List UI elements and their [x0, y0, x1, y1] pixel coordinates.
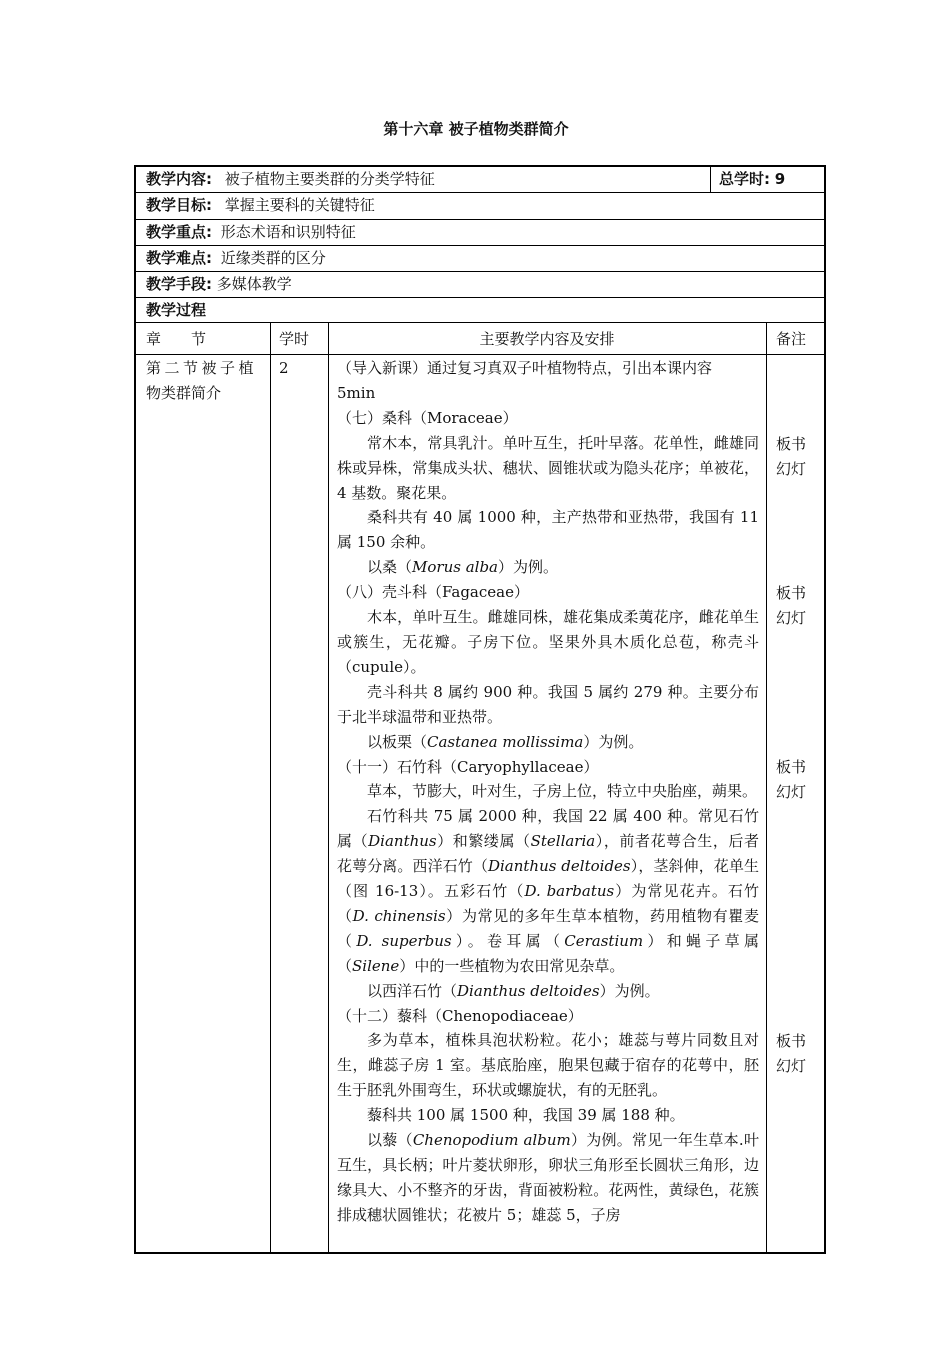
moraceae-heading: （七）桑科（Moraceae） [337, 408, 518, 427]
goal-value: 掌握主要科的关键特征 [224, 196, 375, 214]
hours-cell: 2 [279, 359, 289, 377]
difficulty-value: 近缘类群的区分 [220, 249, 326, 267]
note-board-4: 板书 [776, 1032, 807, 1050]
total-hours [719, 167, 785, 191]
chapter-line-2: 物类群简介 [146, 383, 222, 402]
col-chapter: 章 节 [146, 330, 207, 348]
chapter-line-1: 第二节被子植 [146, 359, 258, 377]
note-caryophyllaceae [776, 755, 806, 805]
caryophyllaceae-example: 以西洋石竹（Dianthus deltoides）为例。 [367, 981, 660, 1000]
chenopodiaceae-heading: （十二）藜科（Chenopodiaceae） [337, 1006, 583, 1025]
fagaceae-count: 壳斗科共 8 属约 900 种。我国 5 属约 279 种。主要分布于北半球温带和亚热带。 [337, 682, 759, 726]
key-label: 教学重点: [146, 223, 212, 241]
moraceae-example: 以桑（Morus alba）为例。 [367, 558, 559, 577]
moraceae-description: 常木本，常具乳汁。单叶互生，托叶早落。花单性，雌雄同株或异株，常集成头状、穗状、圆锥状或为隐头花序；单被花，4 基数。聚花果。 [337, 433, 759, 502]
col-content: 主要教学内容及安排 [479, 330, 615, 348]
col-notes: 备注 [776, 330, 807, 348]
note-moraceae [776, 432, 806, 482]
process-label: 教学过程 [146, 301, 207, 319]
goal-row [136, 193, 824, 220]
caryophyllaceae-description: 草本，节膨大，叶对生，子房上位，特立中央胎座，蒴果。 [367, 782, 758, 801]
chenopodiaceae-description: 多为草本，植株具泡状粉粒。花小；雄蕊与萼片同数且对生，雌蕊子房 1 室。基底胎座，胞果包藏于宿存的花萼中，胚生于胚乳外围弯生，环状或螺旋状，有的无胚乳。 [337, 1031, 759, 1100]
goal-label: 教学目标: [146, 196, 212, 214]
difficulty-row [136, 246, 824, 272]
col-divider-1 [270, 323, 271, 1252]
fagaceae-example: 以板栗（Castanea mollissima）为例。 [367, 732, 644, 751]
content-cell [337, 356, 759, 1228]
note-slide-3: 幻灯 [776, 782, 807, 801]
hours-value: 9 [774, 170, 786, 188]
lesson-plan-table [134, 165, 826, 1254]
caryophyllaceae-heading: （十一）石竹科（Caryophyllaceae） [337, 757, 599, 776]
hours-label: 总学时: [719, 170, 770, 188]
note-chenopodiaceae [776, 1029, 806, 1079]
process-row [136, 298, 824, 323]
col-hours: 学时 [279, 330, 310, 348]
note-board-2: 板书 [776, 584, 807, 602]
content-label: 教学内容: [146, 170, 212, 188]
intro-line: （导入新课）通过复习真双子叶植物特点，引出本课内容 [337, 359, 713, 377]
note-board-3: 板书 [776, 758, 807, 776]
fagaceae-description: 木本，单叶互生。雌雄同株，雄花集成柔荑花序，雌花单生或簇生，无花瓣。子房下位。坚果外具木质化总苞，称壳斗（cupule）。 [337, 608, 759, 676]
column-header-row [136, 323, 824, 355]
caryophyllaceae-count: 石竹科共 75 属 2000 种，我国 22 属 400 种。常见石竹属（Dianthus）和繁缕属（Stellaria），前者花萼合生，后者花萼分离。西洋石竹（Dianthus deltoides），茎斜伸，花单生（图 16-13）。五彩石竹（D. barbatus）为常见花卉。石竹（D. chinensis）为常见的多年生草本植物，药用植物有瞿麦（D. superbus）。卷耳属（Cerastium）和蝇子草属（Silene）中的一些植物为农田常见杂草。 [337, 807, 759, 975]
note-fagaceae [776, 581, 806, 631]
note-slide-2: 幻灯 [776, 608, 807, 627]
hours-divider [710, 167, 711, 193]
key-value: 形态术语和识别特征 [220, 223, 356, 241]
content-value: 被子植物主要类群的分类学特征 [224, 170, 435, 188]
chenopodiaceae-example: 以藜（Chenopodium album）为例。常见一年生草本.叶互生，具长柄；叶片菱状卵形，卵状三角形至长圆状三角形，边缘具大、小不整齐的牙齿，背面被粉粒。花两性，黄绿色，花簇排成穗状圆锥状；花被片 5；雄蕊 5，子房 [337, 1131, 759, 1224]
col-divider-3 [766, 323, 767, 1252]
note-slide-4: 幻灯 [776, 1056, 807, 1075]
means-row [136, 272, 824, 298]
moraceae-count: 桑科共有 40 属 1000 种，主产热带和亚热带，我国有 11 属 150 余种。 [337, 508, 759, 552]
note-slide-1: 幻灯 [776, 459, 807, 478]
means-value: 多媒体教学 [216, 275, 292, 293]
means-label: 教学手段: [146, 275, 212, 293]
note-board-1: 板书 [776, 435, 807, 453]
chapter-cell [146, 356, 266, 406]
chenopodiaceae-count: 藜科共 100 属 1500 种，我国 39 属 188 种。 [367, 1106, 685, 1125]
difficulty-label: 教学难点: [146, 249, 212, 267]
col-divider-2 [328, 323, 329, 1252]
intro-duration: 5min [337, 383, 376, 402]
page-title: 第十六章 被子植物类群简介 [383, 120, 569, 138]
fagaceae-heading: （八）壳斗科（Fagaceae） [337, 583, 529, 602]
key-row [136, 220, 824, 246]
